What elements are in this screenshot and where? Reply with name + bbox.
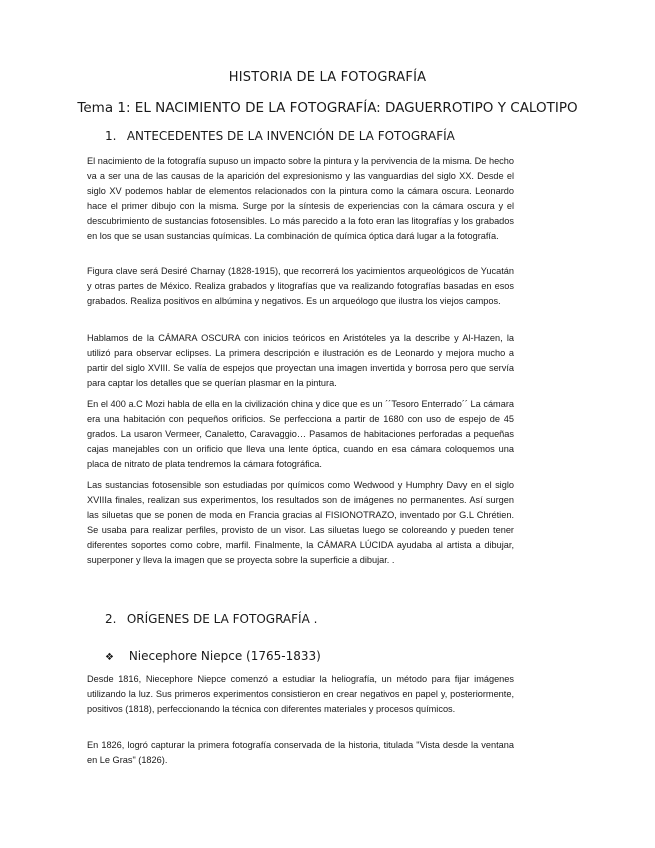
section-2-number: 2. [105, 612, 117, 626]
diamond-bullet-icon: ❖ [105, 652, 114, 663]
section-1-heading [105, 129, 455, 143]
document-title: HISTORIA DE LA FOTOGRAFÍA [228, 70, 427, 85]
paragraph: El nacimiento de la fotografía supuso un impacto sobre la pintura y la pervivencia de la misma. De hecho va a ser una de las causas de la aparición del expresionismo y las vanguardias del siglo XX. Desde el siglo XV podemos hablar de elementos relacionados con la pintura como la cámara oscura. Leonardo hace el primer dibujo con la misma. Surge por la síntesis de experiencias con la cámara oscura y el descubrimiento de sustancias fotosensibles. Lo más parecido a la foto eran las litografías y los grabados en los que se usan sustancias químicas. La combinación de química óptica dará lugar a la fotografía. [87, 156, 514, 241]
paragraph: Desde 1816, Niecephore Niepce comenzó a estudiar la heliografía, un método para fijar imágenes utilizando la luz. Sus primeros experimentos consistieron en crear negativos en papel y, posteriormente, positivos (1818), perfeccionando la técnica con diferentes materiales y procesos químicos. [87, 674, 514, 714]
paragraph: Figura clave será Desiré Charnay (1828-1915), que recorrerá los yacimientos arqueológicos de Yucatán y otras partes de México. Realiza grabados y litografías que va realizando fotografías basadas en esos grabados. Realiza positivos en albúmina y negativos. Es un arqueólogo que ilustra los viejos campos. [87, 266, 514, 306]
paragraph: En 1826, logró capturar la primera fotografía conservada de la historia, titulada "Vista desde la ventana en Le Gras" (1826). [87, 740, 514, 765]
section-2-heading [105, 612, 317, 626]
section-2-title: ORÍGENES DE LA FOTOGRAFÍA . [126, 612, 318, 626]
bullet-heading-text: Niecephore Niepce (1765-1833) [128, 649, 321, 663]
paragraph: En el 400 a.C Mozi habla de ella en la civilización china y dice que es un ´´Tesoro Enterrado´´ La cámara era una habitación con pequeños orificios. Se perfecciona a partir de 1680 con uso de espejo de 45 grados. La usaron Vermeer, Canaletto, Caravaggio… Pasamos de habitaciones perforadas a pequeñas cajas manejables con un orificio que lleva una lente óptica, cuando en esa cámara coloquemos una placa de nitrato de plata tendremos la cámara fotográfica. [87, 399, 514, 469]
bullet-heading [105, 649, 321, 663]
paragraph: Hablamos de la CÁMARA OSCURA con inicios teóricos en Aristóteles ya la describe y Al-Hazen, la utilizó para observar eclipses. La primera descripción e ilustración es de Leonardo y mejora mucho a partir del siglo XVIII. Se valía de espejos que proyectan una imagen invertida y borrosa pero que servía para captar los detalles que se querían plasmar en la pintura. [87, 333, 514, 388]
section-1-title: ANTECEDENTES DE LA INVENCIÓN DE LA FOTOGRAFÍA [126, 129, 455, 143]
document-subtitle: Tema 1: EL NACIMIENTO DE LA FOTOGRAFÍA: DAGUERROTIPO Y CALOTIPO [77, 100, 578, 116]
paragraph: Las sustancias fotosensible son estudiadas por químicos como Wedwood y Humphry Davy en el siglo XVIIIa finales, realizan sus experimentos, los resultados son de imágenes no permanentes. Así surgen las siluetas que se ponen de moda en Francia gracias al FISIONOTRAZO, inventado por G.L Chrétien. Se usaba para realizar perfiles, provisto de un visor. Las siluetas luego se coloreando y pueden tener diferentes soportes como cobre, marfil. Finalmente, la CÁMARA LÚCIDA ayudaba al artista a dibujar, superponer y lleva la imagen que se proyecta sobre la superficie a dibujar. . [87, 480, 514, 565]
section-1-number: 1. [105, 129, 117, 143]
